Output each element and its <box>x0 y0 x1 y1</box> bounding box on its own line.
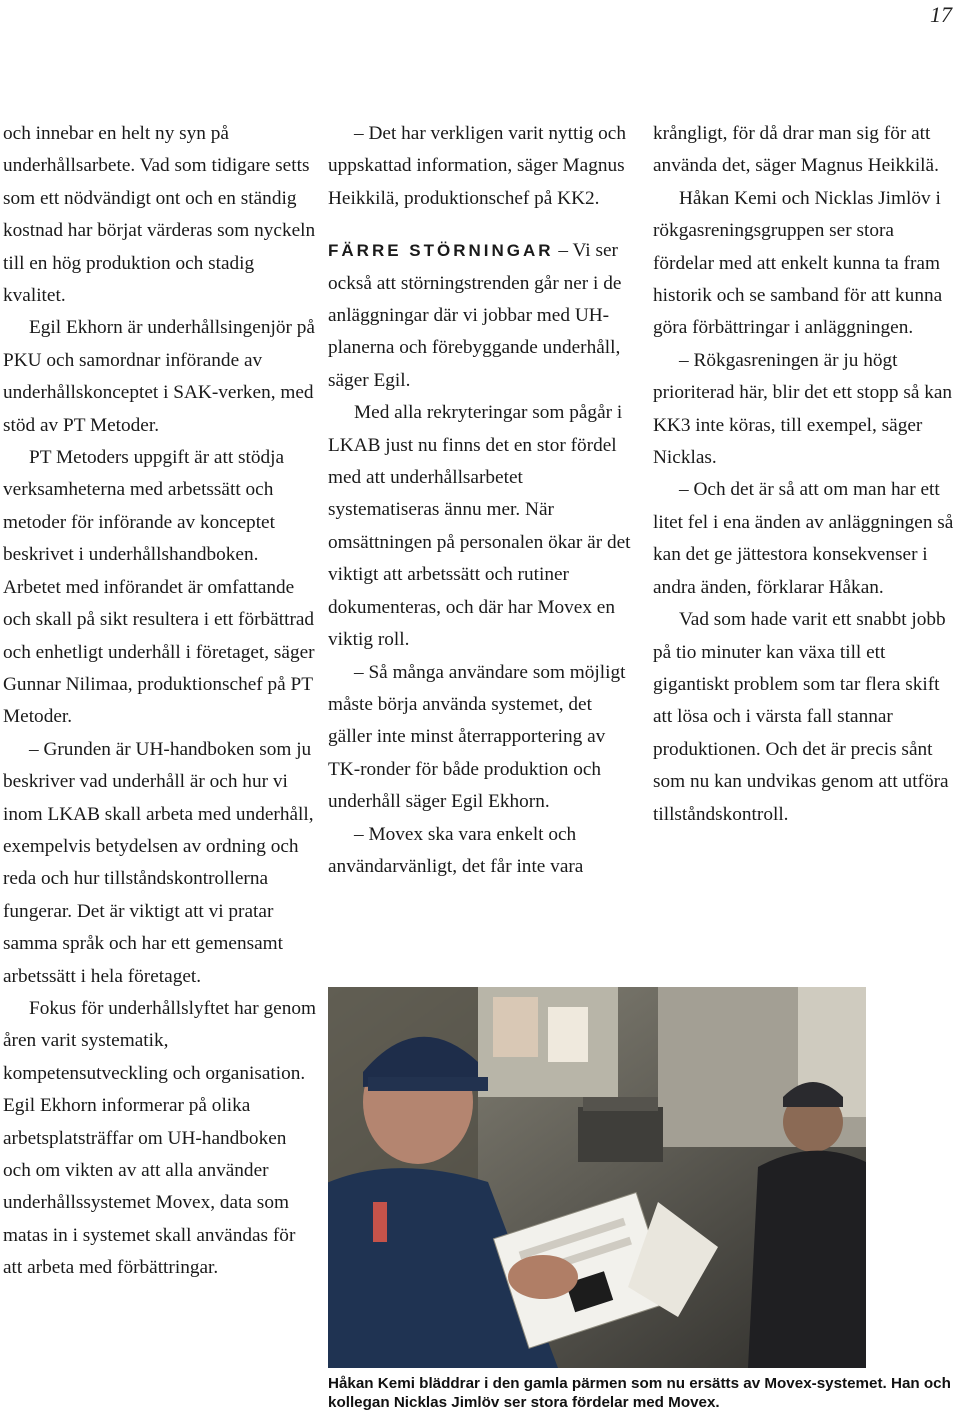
paragraph-subhead <box>328 235 634 397</box>
paragraph: och innebar en helt ny syn på underhållsarbete. Vad som tidigare setts som ett nödvändigt ont och en ständig kostnad har börjat värderas som nyckeln till en hög produktion och stadig kvalitet. <box>3 123 316 307</box>
paragraph: Egil Ekhorn är underhållsingenjör på PKU och samordnar införande av underhållskonceptet i SAK-verken, med stöd av PT Metoder. <box>3 317 315 436</box>
page-number: 17 <box>930 2 952 27</box>
paragraph: Med alla rekryteringar som pågår i LKAB just nu finns det en stor fördel med att underhållsarbetet systematiseras ännu mer. När omsättningen på personalen ökar är det viktigt att arbetssätt och rutiner dokumenteras, och där har Movex en viktig roll. <box>328 402 631 651</box>
photo <box>328 987 866 1368</box>
paragraph: Vad som hade varit ett snabbt jobb på tio minuter kan växa till ett gigantiskt problem som tar flera skift att lösa och i värsta fall stannar produktionen. Och det är precis sånt som nu kan undvikas genom att utföra tillståndskontroll. <box>653 609 949 825</box>
photo-caption: Håkan Kemi bläddrar i den gamla pärmen som nu ersätts av Movex-systemet. Han och kollegan Nicklas Jimlöv ser stora fördelar med Movex. <box>328 1375 951 1411</box>
text-column-1 <box>3 118 317 1285</box>
paragraph: Håkan Kemi och Nicklas Jimlöv i rökgasreningsgruppen ser stora fördelar med att enkelt kunna ta fram historik och se samband för att kunna göra förbättringar i anläggningen. <box>653 187 943 339</box>
paragraph: – Grunden är UH-handboken som ju beskriver vad underhåll är och hur vi inom LKAB skall arbeta med underhåll, exempelvis betydelsen av ordning och reda och hur tillståndskontrollerna fungerar. Det är viktigt att vi pratar samma språk och har ett gemensamt arbetssätt i hela företaget. <box>3 738 314 987</box>
text-column-2 <box>328 118 634 883</box>
paragraph: – Det har verkligen varit nyttig och uppskattad information, säger Magnus Heikkilä, produktionschef på KK2. <box>328 123 626 209</box>
paragraph: PT Metoders uppgift är att stödja verksamheterna med arbetssätt och metoder för införande av konceptet beskrivet i underhållshandboken. Arbetet med införandet är omfattande och skall på sikt resultera i ett förbättrad och enhetligt underhåll i företaget, säger Gunnar Nilimaa, produktionschef på PT Metoder. <box>3 447 315 728</box>
paragraph: – Och det är så att om man har ett litet fel i ena änden av anläggningen så kan det ge jättestora konsekvenser i andra änden, förklarar Håkan. <box>653 479 954 598</box>
photo-illustration <box>328 987 866 1368</box>
paragraph: Fokus för underhållslyftet har genom åren varit systematik, kompetensutveckling och organisation. Egil Ekhorn informerar på olika arbetsplatsträffar om UH-handboken och om vikten av att alla använder underhållssystemet Movex, data som matas in i systemet skall användas för att arbeta med förbättringar. <box>3 997 317 1279</box>
text-column-3 <box>653 118 957 831</box>
run-in-heading: FÄRRE STÖRNINGAR <box>328 241 554 261</box>
paragraph: krångligt, för då drar man sig för att använda det, säger Magnus Heikkilä. <box>653 123 939 177</box>
paragraph: – Movex ska vara enkelt och användarvänligt, det får inte vara <box>328 823 584 877</box>
run-in-text: – Vi ser också att störningstrenden går ner i de anläggningar där vi jobbar med UH-planerna och förebyggande underhåll, säger Egil. <box>328 240 622 391</box>
paragraph: – Så många användare som möjligt måste börja använda systemet, det gäller inte minst återrapportering av TK-ronder för både produktion och underhåll säger Egil Ekhorn. <box>328 661 626 813</box>
paragraph: – Rökgasreningen är ju högt prioriterad här, blir det ett stopp så kan KK3 inte köras, till exempel, säger Nicklas. <box>653 349 953 469</box>
